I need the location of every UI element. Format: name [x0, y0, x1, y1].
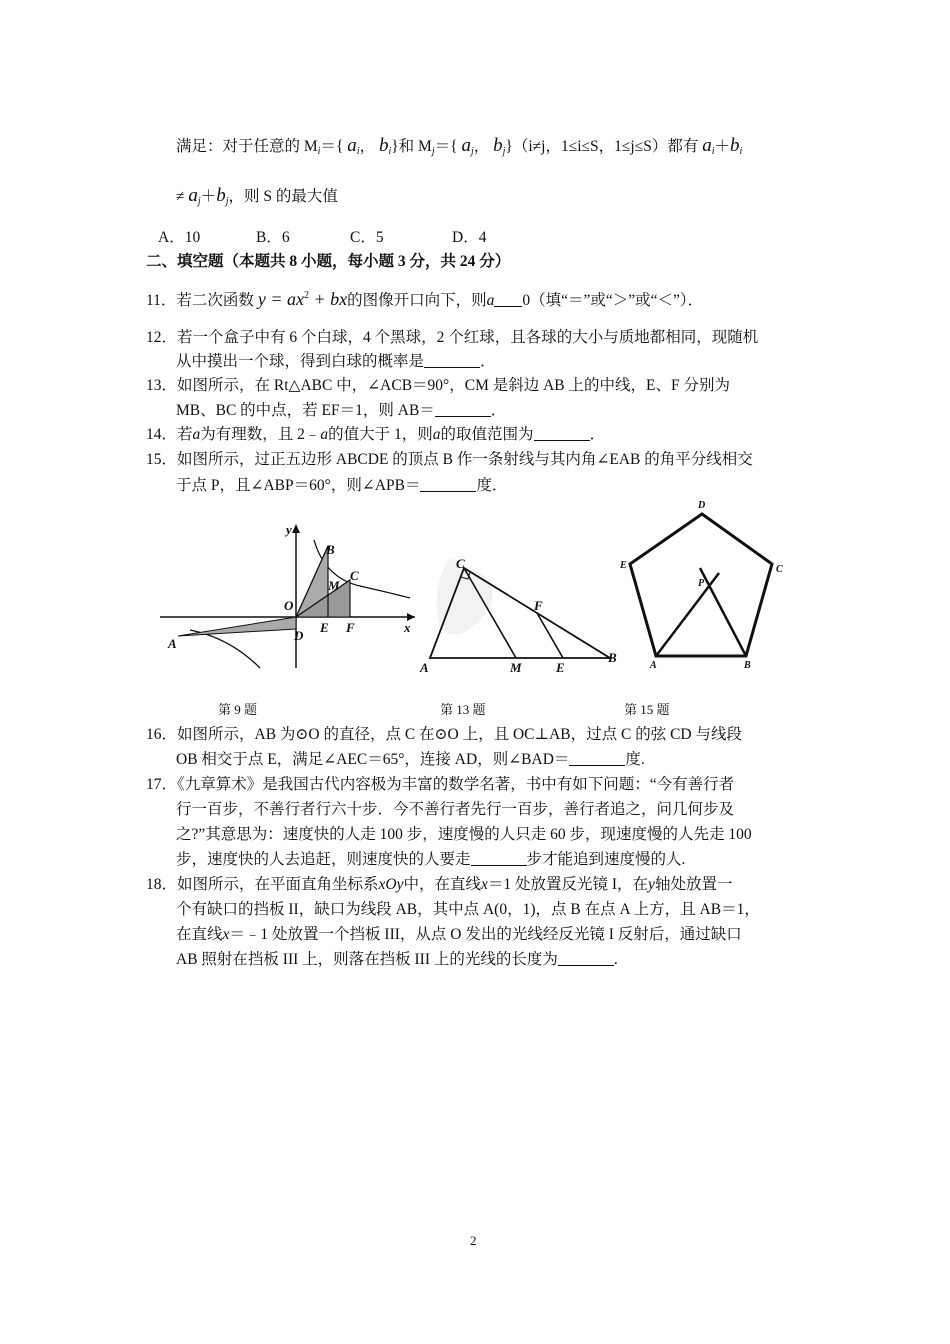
fig13-label-m: M — [510, 660, 522, 675]
section-2-title: 二、填空题（本题共 8 小题，每小题 3 分，共 24 分） — [146, 253, 511, 270]
q11-formula: $y = ax^2$ + bx — [257, 289, 348, 309]
q18-line-3: 在直线x＝﹣1 处放置一个挡板 III，从点 O 发出的光线经反光镜 I 反射后，通过缺口 — [176, 926, 742, 943]
figure-15 — [616, 496, 796, 676]
figure-13-caption: 第 13 题 — [440, 702, 486, 717]
q10-option-a: A．10 — [158, 229, 201, 246]
q12-line-1: 12．若一个盒子中有 6 个白球，4 个黑球，2 个红球，且各球的大小与质地都相同，现随机 — [146, 329, 759, 346]
page-number: 2 — [470, 1233, 477, 1248]
q14-answer-blank[interactable] — [534, 425, 590, 441]
q15-line-1: 15．如图所示，过正五边形 ABCDE 的顶点 B 作一条射线与其内角∠EAB 的角平分线相交 — [146, 451, 753, 468]
q17-answer-blank[interactable] — [471, 850, 527, 866]
fig9-label-f: F — [346, 620, 355, 635]
q10-option-c: C．5 — [350, 229, 384, 246]
fig13-label-e: E — [556, 660, 565, 675]
fig9-label-x: x — [404, 620, 411, 635]
fig15-label-a: A — [650, 660, 657, 671]
fig15-label-c: C — [776, 564, 783, 575]
q10-text: ≠ — [176, 188, 185, 205]
q11-text: 的图像开口向下，则 — [347, 292, 487, 309]
q10-text: ＝{ — [320, 138, 344, 155]
q18-line-1: 18．如图所示，在平面直角坐标系xOy中，在直线x＝1 处放置反光镜 I，在y轴处放置一 — [146, 876, 733, 893]
q11-text: （填“＝”或“＞”或“＜”）． — [530, 292, 704, 309]
fig15-label-e: E — [620, 560, 627, 571]
figure-9 — [160, 518, 420, 678]
q13-answer-blank[interactable] — [435, 401, 491, 417]
fig13-label-a: A — [420, 660, 429, 675]
fig15-label-p: P — [698, 578, 705, 589]
fig9-label-d: D — [294, 628, 304, 643]
q10-var: b — [493, 135, 503, 156]
fig9-label-o: O — [284, 598, 294, 613]
fig9-label-c: C — [350, 568, 359, 583]
q15-answer-blank[interactable] — [420, 476, 476, 492]
figure-9-caption: 第 9 题 — [218, 702, 258, 717]
q18-answer-blank[interactable] — [558, 950, 614, 966]
q11-text: 11．若二次函数 — [146, 292, 254, 309]
fig9-label-e: E — [320, 620, 329, 635]
q14: 14．若a为有理数，且 2﹣a的值大于 1，则a的取值范围为 ． — [146, 426, 606, 443]
fig9-label-a: A — [168, 636, 177, 651]
q16-line-1: 16．如图所示，AB 为⊙O 的直径，点 C 在⊙O 上，且 OC⊥AB，过点 C 的弦 CD 与线段 — [146, 726, 742, 743]
q13-line-1: 13．如图所示，在 Rt△ABC 中，∠ACB＝90°，CM 是斜边 AB 上的中线，E、F 分别为 — [146, 377, 730, 394]
q10-var: a — [347, 135, 357, 156]
q12-answer-blank[interactable] — [424, 352, 480, 368]
fig15-label-d: D — [698, 500, 706, 511]
q10-line-2: ≠ $a_j+b_j$，则 S 的最大值 — [176, 185, 338, 207]
q10-text: 满足：对于任意的 M — [176, 138, 318, 155]
q10-line-1: 满足：对于任意的 $M_i=${ $a_i$， $b_i$}和 $M_j=${ $a_j$， $b_j\}(i\ne j$，1≤i≤S，1≤j≤S）都有 $a_i+b_i$ — [176, 135, 743, 157]
q10-sub: i — [317, 146, 321, 157]
fig13-label-b: B — [608, 650, 617, 665]
q16-answer-blank[interactable] — [569, 750, 625, 766]
q13-line-2: MB、BC 的中点，若 EF＝1，则 AB＝ ． — [176, 402, 507, 419]
fig13-label-f: F — [534, 598, 543, 613]
fig9-label-y: y — [286, 522, 292, 537]
q11: 11．若二次函数 $y = ax^2$ + bx的图像开口向下，则a 0（填“＝”或“＞”或“＜”）． — [146, 289, 704, 309]
q12-line-2: 从中摸出一个球，得到白球的概率是 ． — [176, 353, 496, 370]
q10-option-b: B．6 — [256, 229, 290, 246]
q10-text: ＋ — [714, 138, 731, 155]
figure-13 — [410, 548, 625, 678]
fig9-label-m: M — [328, 578, 340, 593]
q10-text: ，则 S 的最大值 — [228, 188, 338, 205]
fig9-label-b: B — [326, 542, 335, 557]
q16-line-2: OB 相交于点 E，满足∠AEC＝65°，连接 AD，则∠BAD＝ 度. — [176, 751, 645, 768]
q10-text: }和 M — [391, 138, 432, 155]
q17-line-1: 17．《九章算术》是我国古代内容极为丰富的数学名著，书中有如下问题：“今有善行者 — [146, 776, 735, 793]
q17-line-4: 步，速度快的人去追赶，则速度快的人要走 步才能追到速度慢的人. — [176, 851, 686, 868]
figure-15-caption: 第 15 题 — [624, 702, 670, 717]
q10-text: ＋ — [200, 188, 217, 205]
q10-var: b — [378, 135, 389, 156]
q17-line-2: 行一百步，不善行者行六十步．今不善行者先行一百步，善行者追之，问几何步及 — [176, 801, 735, 818]
q18-line-4: AB 照射在挡板 III 上，则落在挡板 III 上的光线的长度为 . — [176, 951, 618, 968]
fig15-label-b: B — [744, 660, 751, 671]
q10-option-d: D．4 — [452, 229, 487, 246]
q17-line-3: 之?”其意思为：速度快的人走 100 步，速度慢的人只走 60 步，现速度慢的人先走 100 — [176, 826, 752, 843]
q10-text: }（i≠j，1≤i≤S，1≤j≤S）都有 — [505, 138, 699, 155]
q10-var: a — [461, 135, 471, 156]
q10-sub: j — [431, 146, 435, 157]
fig13-label-c: C — [456, 556, 465, 571]
q11-answer-blank[interactable] — [494, 291, 522, 307]
q18-line-2: 个有缺口的挡板 II，缺口为线段 AB，其中点 A(0，1)，点 B 在点 A 上方，且 AB＝1， — [176, 901, 760, 918]
q15-line-2: 于点 P，且∠ABP＝60°，则∠APB＝ 度． — [176, 477, 508, 494]
